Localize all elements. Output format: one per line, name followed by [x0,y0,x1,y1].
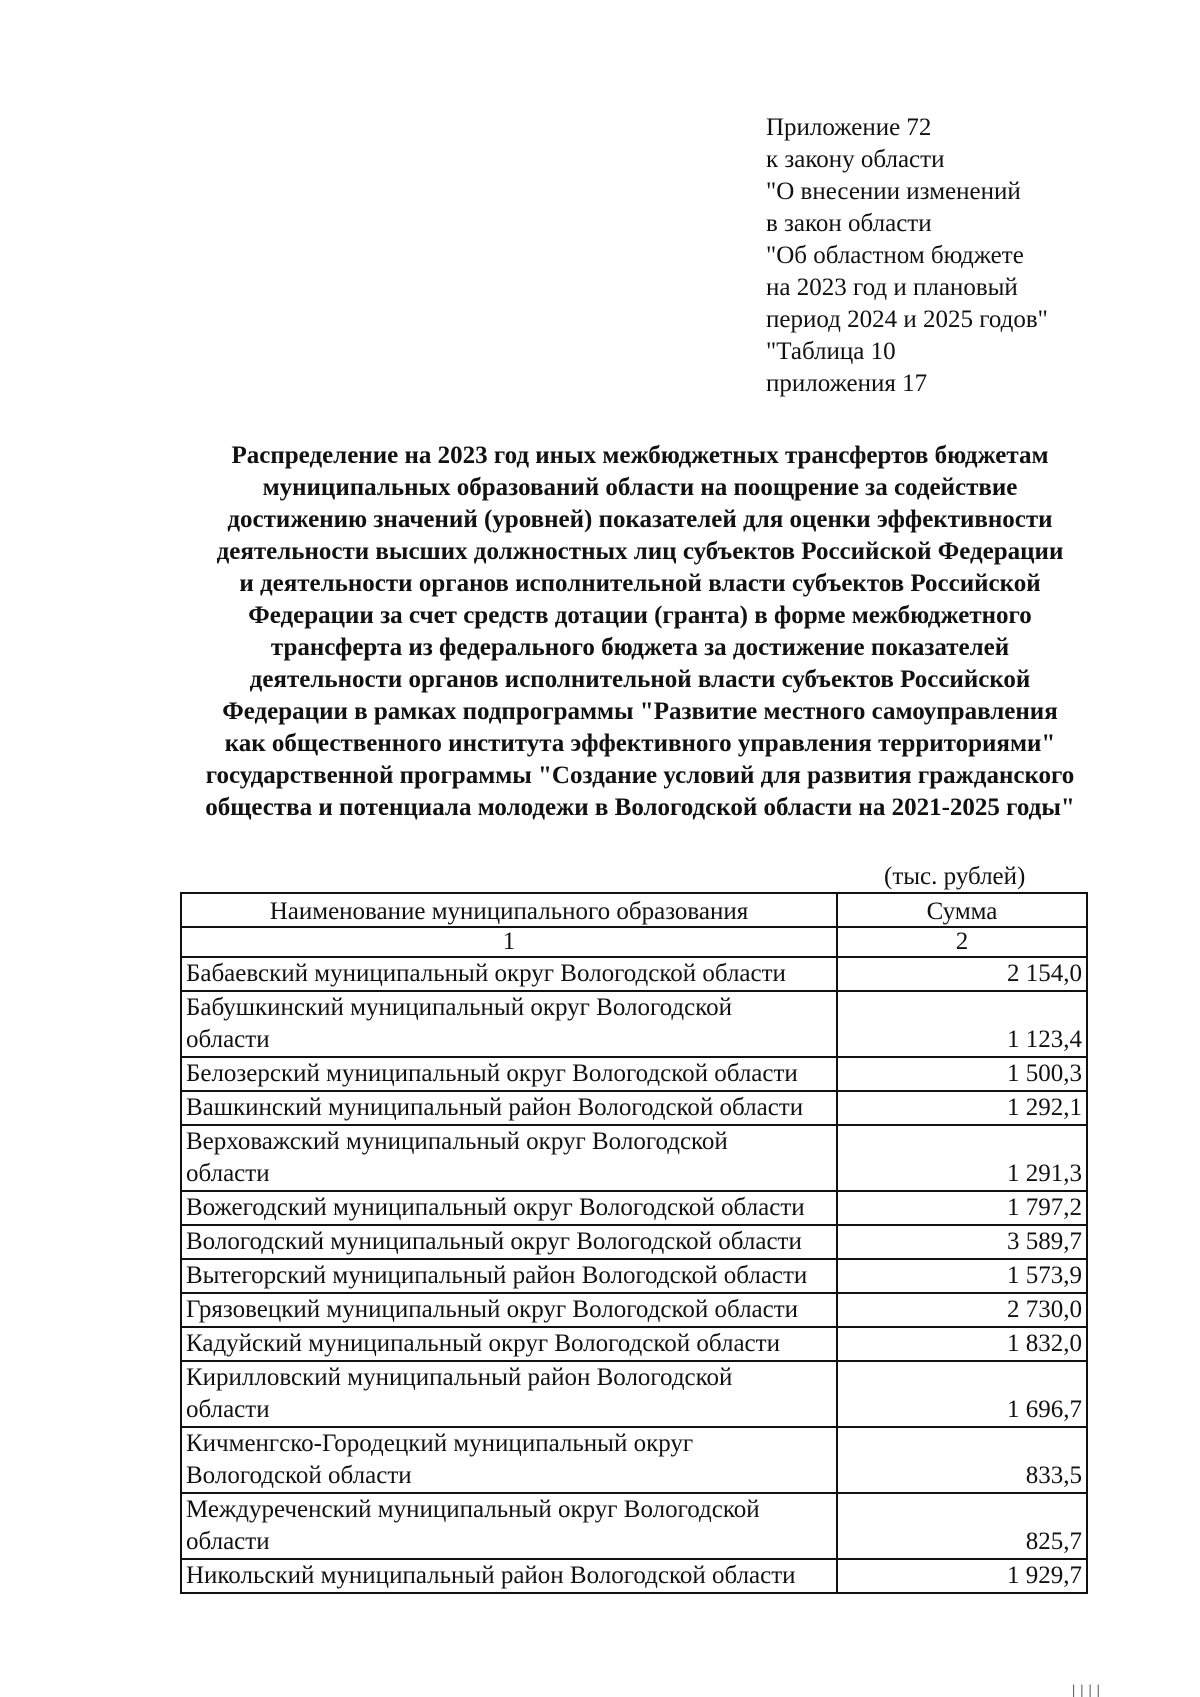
table-row [181,1225,1087,1259]
municipality-name-cell [181,1361,837,1427]
amount-cell: 1 292,1 [837,1091,1087,1125]
table-row [181,1327,1087,1361]
table-row [181,1361,1087,1427]
annex-line: в закон области [766,210,932,237]
annex-line: к закону области [766,146,945,173]
table-row [181,1427,1087,1493]
title-line: муниципальных образований области на поощрение за содействие [262,474,1018,501]
table-row [181,991,1087,1057]
municipality-name-line: Верховажский муниципальный округ Вологодской [186,1128,728,1155]
table-row [181,1559,1087,1593]
municipality-name-cell [181,1125,837,1191]
amount-cell: 2 154,0 [837,957,1087,991]
municipality-name-line: области [186,1396,270,1423]
amount-cell: 1 929,7 [837,1559,1087,1593]
title-line: Распределение на 2023 год иных межбюджетных трансфертов бюджетам [231,442,1049,469]
units-label: (тыс. рублей) [884,863,1026,890]
amount-cell: 833,5 [837,1427,1087,1493]
municipality-name-line: Кичменгско-Городецкий муниципальный округ [186,1430,694,1457]
municipality-name-cell [181,1191,837,1225]
amount-cell: 3 589,7 [837,1225,1087,1259]
annex-line: приложения 17 [766,370,928,397]
amount-cell: 825,7 [837,1493,1087,1559]
title-line: деятельности органов исполнительной власти субъектов Российской [249,666,1031,693]
table-row [181,1191,1087,1225]
amount-cell: 1 500,3 [837,1057,1087,1091]
column-header-sum: Сумма [837,893,1087,927]
scan-marks: |||| [1070,1683,1103,1697]
municipality-name-line: области [186,1528,270,1555]
title-line: Федерации за счет средств дотации (гранта) в форме межбюджетного [248,602,1032,629]
amount-cell: 1 573,9 [837,1259,1087,1293]
municipality-name-line: Междуреченский муниципальный округ Вологодской [186,1496,760,1523]
table-header-row [181,893,1087,927]
amount-cell: 1 291,3 [837,1125,1087,1191]
title-line: Федерации в рамках подпрограммы "Развитие местного самоуправления [222,698,1058,725]
amount-cell: 1 696,7 [837,1361,1087,1427]
municipality-name-line: Грязовецкий муниципальный округ Вологодской области [186,1296,799,1323]
municipality-name-line: области [186,1026,270,1053]
title-line: достижению значений (уровней) показателей для оценки эффективности [227,506,1053,533]
municipality-name-cell [181,1225,837,1259]
title-line: общества и потенциала молодежи в Вологодской области на 2021-2025 годы" [205,794,1075,821]
municipality-name-line: Вашкинский муниципальный район Вологодской области [186,1094,804,1121]
annex-line: период 2024 и 2025 годов" [766,306,1048,333]
amount-cell: 2 730,0 [837,1293,1087,1327]
municipality-name-line: Бабушкинский муниципальный округ Вологодской [186,994,732,1021]
table-row [181,957,1087,991]
table-row [181,1493,1087,1559]
municipality-name-cell [181,1293,837,1327]
column-number-row [181,927,1087,957]
municipality-name-cell [181,1493,837,1559]
title-line: трансферта из федерального бюджета за достижение показателей [270,634,1010,661]
document-title [170,440,1110,824]
municipality-name-cell [181,1559,837,1593]
title-line: деятельности высших должностных лиц субъектов Российской Федерации [216,538,1064,565]
annex-line: "О внесении изменений [766,178,1021,205]
municipality-name-line: Бабаевский муниципальный округ Вологодской области [186,960,786,987]
municipality-name-line: Вологодской области [186,1462,412,1489]
municipality-name-line: Никольский муниципальный район Вологодской области [186,1562,796,1589]
municipality-name-line: Вологодский муниципальный округ Вологодской области [186,1228,802,1255]
amount-cell: 1 832,0 [837,1327,1087,1361]
municipality-name-line: Кирилловский муниципальный район Вологодской [186,1364,733,1391]
table-row [181,1091,1087,1125]
table-row [181,1293,1087,1327]
annex-reference [766,112,1166,400]
column-number: 2 [837,927,1087,957]
municipality-name-line: Кадуйский муниципальный округ Вологодской области [186,1330,780,1357]
municipality-name-cell [181,957,837,991]
municipality-name-line: Вытегорский муниципальный район Вологодской области [186,1262,808,1289]
table-row [181,1057,1087,1091]
amount-cell: 1 797,2 [837,1191,1087,1225]
annex-line: "Таблица 10 [766,338,896,365]
municipality-name-cell [181,1057,837,1091]
municipality-name-line: области [186,1160,270,1187]
annex-line: на 2023 год и плановый [766,274,1018,301]
municipality-name-line: Белозерский муниципальный округ Вологодской области [186,1060,798,1087]
title-line: государственной программы "Создание условий для развития гражданского [205,762,1075,789]
table-row [181,1125,1087,1191]
distribution-table [180,892,1088,1594]
amount-cell: 1 123,4 [837,991,1087,1057]
municipality-name-line: Вожегодский муниципальный округ Вологодской области [186,1194,805,1221]
municipality-name-cell [181,1091,837,1125]
title-line: как общественного института эффективного управления территориями" [224,730,1056,757]
municipality-name-cell [181,1427,837,1493]
column-header-name: Наименование муниципального образования [181,893,837,927]
table-body [181,957,1087,1593]
municipality-name-cell [181,1259,837,1293]
annex-line: Приложение 72 [766,114,932,141]
municipality-name-cell [181,1327,837,1361]
title-line: и деятельности органов исполнительной власти субъектов Российской [239,570,1041,597]
municipality-name-cell [181,991,837,1057]
annex-line: "Об областном бюджете [766,242,1024,269]
column-number: 1 [181,927,837,957]
table-row [181,1259,1087,1293]
